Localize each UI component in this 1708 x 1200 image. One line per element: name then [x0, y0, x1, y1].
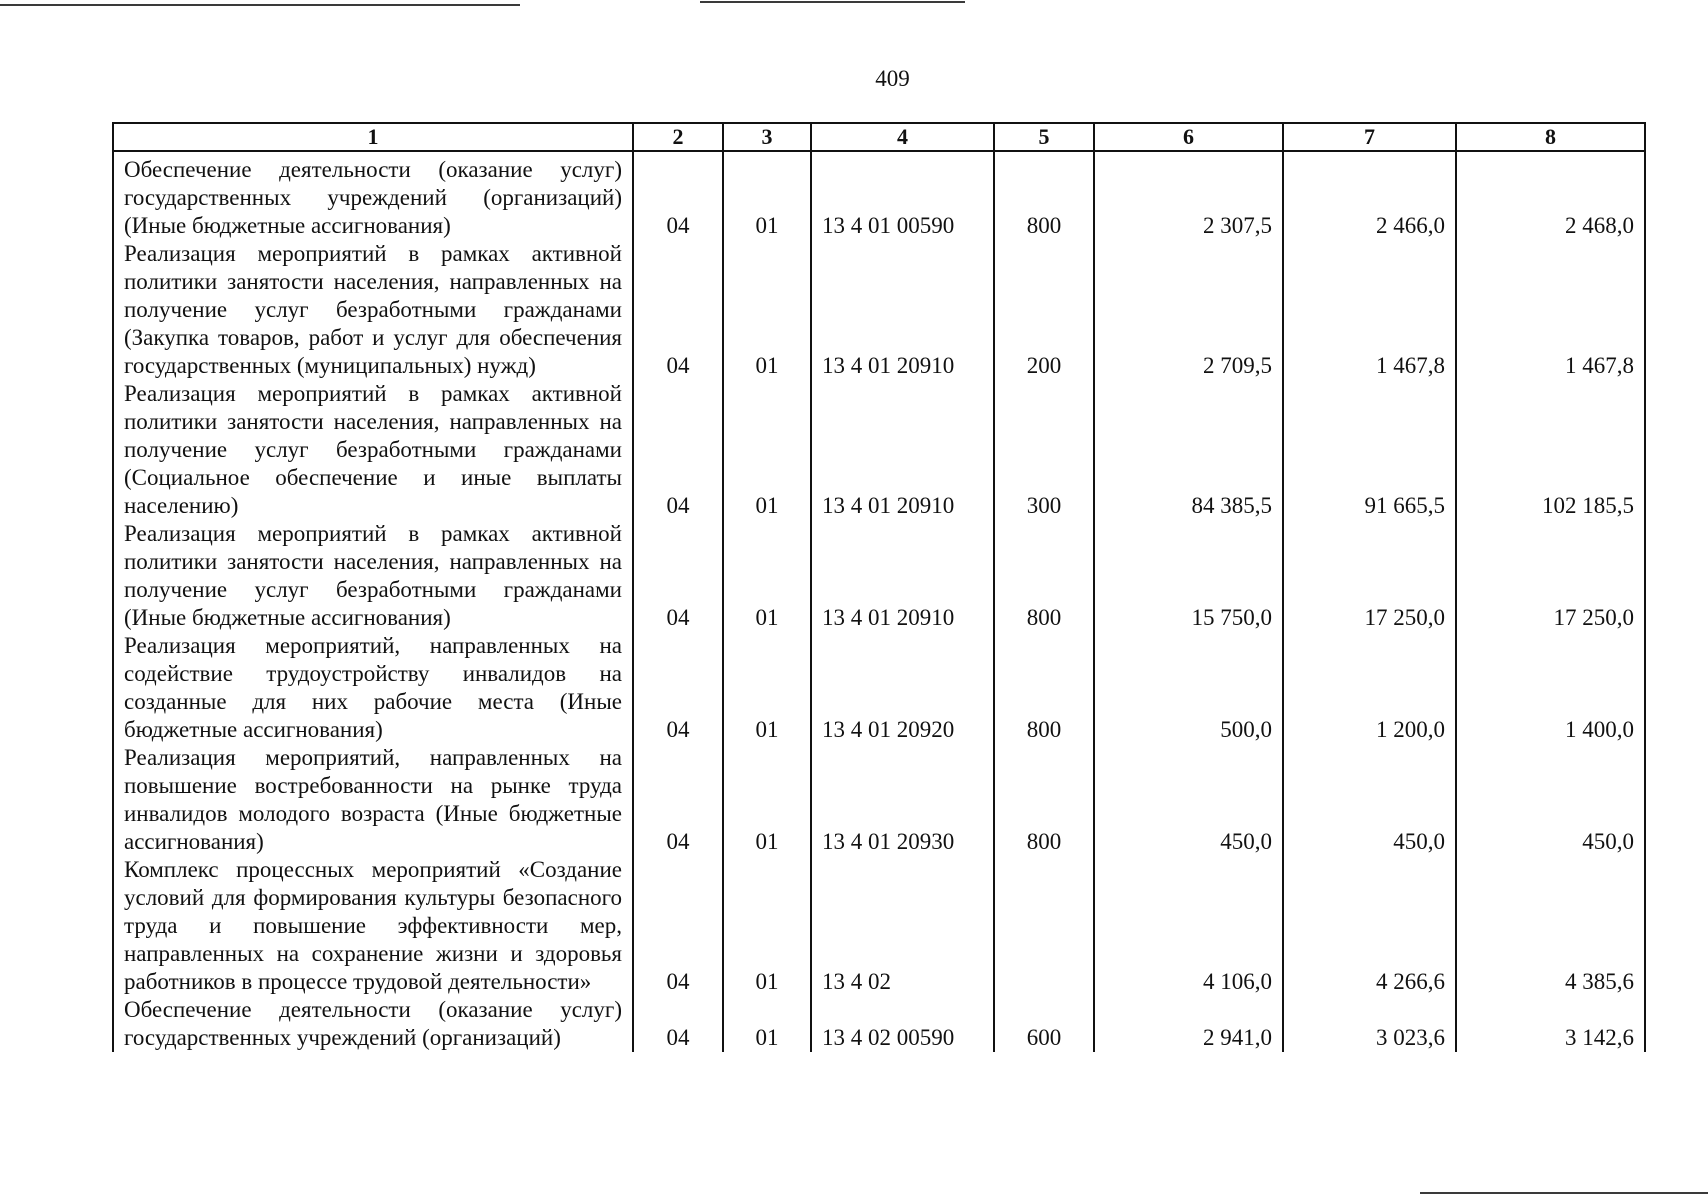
cell-amount-2: 1 467,8 [1283, 240, 1456, 380]
column-header: 3 [723, 123, 811, 151]
cell-amount-3: 2 468,0 [1456, 151, 1645, 240]
cell-expense-type: 800 [994, 632, 1094, 744]
cell-amount-3: 1 400,0 [1456, 632, 1645, 744]
cell-amount-1: 450,0 [1094, 744, 1283, 856]
cell-expense-type: 800 [994, 151, 1094, 240]
cell-subsection: 01 [723, 856, 811, 996]
column-header: 2 [633, 123, 723, 151]
cell-expense-type: 300 [994, 380, 1094, 520]
cell-subsection: 01 [723, 380, 811, 520]
table-row [113, 380, 1645, 520]
table-row [113, 996, 1645, 1052]
cell-amount-3: 3 142,6 [1456, 996, 1645, 1052]
table-row [113, 856, 1645, 996]
table-row [113, 151, 1645, 240]
cell-subsection: 01 [723, 520, 811, 632]
cell-expense-type [994, 856, 1094, 996]
cell-amount-1: 4 106,0 [1094, 856, 1283, 996]
cell-amount-2: 2 466,0 [1283, 151, 1456, 240]
cell-subsection: 01 [723, 151, 811, 240]
cell-target-code: 13 4 02 00590 [811, 996, 994, 1052]
cell-amount-2: 450,0 [1283, 744, 1456, 856]
cell-amount-3: 450,0 [1456, 744, 1645, 856]
table-row [113, 520, 1645, 632]
column-header: 8 [1456, 123, 1645, 151]
cell-subsection: 01 [723, 744, 811, 856]
cell-target-code: 13 4 01 20910 [811, 240, 994, 380]
cell-amount-1: 84 385,5 [1094, 380, 1283, 520]
table-row [113, 632, 1645, 744]
cell-section: 04 [633, 856, 723, 996]
column-header: 4 [811, 123, 994, 151]
cell-section: 04 [633, 632, 723, 744]
cell-amount-1: 15 750,0 [1094, 520, 1283, 632]
cell-section: 04 [633, 996, 723, 1052]
cell-amount-1: 2 307,5 [1094, 151, 1283, 240]
row-name: Реализация мероприятий, направленных на содействие трудоустройству инвалидов на созданные для них рабочие места (Иные бюджетные ассигнования) [113, 632, 633, 744]
cell-subsection: 01 [723, 996, 811, 1052]
cell-target-code: 13 4 01 20910 [811, 380, 994, 520]
cell-section: 04 [633, 744, 723, 856]
cell-amount-1: 2 941,0 [1094, 996, 1283, 1052]
cell-amount-1: 2 709,5 [1094, 240, 1283, 380]
row-name: Реализация мероприятий в рамках активной политики занятости населения, направленных на получение услуг безработными гражданами (Социальное обеспечение и иные выплаты населению) [113, 380, 633, 520]
cell-amount-2: 91 665,5 [1283, 380, 1456, 520]
cell-amount-2: 4 266,6 [1283, 856, 1456, 996]
table-row [113, 744, 1645, 856]
budget-table [112, 122, 1646, 1052]
cell-subsection: 01 [723, 240, 811, 380]
cell-target-code: 13 4 01 20930 [811, 744, 994, 856]
row-name: Реализация мероприятий, направленных на повышение востребованности на рынке труда инвалидов молодого возраста (Иные бюджетные ассигнования) [113, 744, 633, 856]
cell-target-code: 13 4 02 [811, 856, 994, 996]
cell-expense-type: 800 [994, 744, 1094, 856]
scan-artifact-line [700, 1, 965, 3]
cell-amount-3: 102 185,5 [1456, 380, 1645, 520]
cell-subsection: 01 [723, 632, 811, 744]
cell-expense-type: 200 [994, 240, 1094, 380]
cell-target-code: 13 4 01 00590 [811, 151, 994, 240]
table-row [113, 240, 1645, 380]
scan-artifact-line [0, 4, 520, 6]
cell-target-code: 13 4 01 20910 [811, 520, 994, 632]
cell-expense-type: 800 [994, 520, 1094, 632]
cell-amount-1: 500,0 [1094, 632, 1283, 744]
column-header: 1 [113, 123, 633, 151]
cell-section: 04 [633, 151, 723, 240]
cell-amount-2: 3 023,6 [1283, 996, 1456, 1052]
row-name: Обеспечение деятельности (оказание услуг) государственных учреждений (организаций) [113, 996, 633, 1052]
cell-amount-2: 17 250,0 [1283, 520, 1456, 632]
row-name: Реализация мероприятий в рамках активной политики занятости населения, направленных на получение услуг безработными гражданами (Закупка товаров, работ и услуг для обеспечения государственных (муниципальных) нужд) [113, 240, 633, 380]
row-name: Комплекс процессных мероприятий «Создание условий для формирования культуры безопасного труда и повышение эффективности мер, направленных на сохранение жизни и здоровья работников в процессе трудовой деятельности» [113, 856, 633, 996]
page-number: 409 [875, 66, 910, 91]
cell-target-code: 13 4 01 20920 [811, 632, 994, 744]
cell-amount-3: 1 467,8 [1456, 240, 1645, 380]
cell-amount-3: 4 385,6 [1456, 856, 1645, 996]
cell-amount-3: 17 250,0 [1456, 520, 1645, 632]
cell-expense-type: 600 [994, 996, 1094, 1052]
column-header: 7 [1283, 123, 1456, 151]
cell-section: 04 [633, 380, 723, 520]
row-name: Обеспечение деятельности (оказание услуг) государственных учреждений (организаций) (Иные бюджетные ассигнования) [113, 151, 633, 240]
column-header: 6 [1094, 123, 1283, 151]
column-header: 5 [994, 123, 1094, 151]
cell-section: 04 [633, 520, 723, 632]
table-header-row [113, 123, 1645, 151]
row-name: Реализация мероприятий в рамках активной политики занятости населения, направленных на получение услуг безработными гражданами (Иные бюджетные ассигнования) [113, 520, 633, 632]
cell-amount-2: 1 200,0 [1283, 632, 1456, 744]
cell-section: 04 [633, 240, 723, 380]
scan-artifact-line [1420, 1192, 1708, 1194]
